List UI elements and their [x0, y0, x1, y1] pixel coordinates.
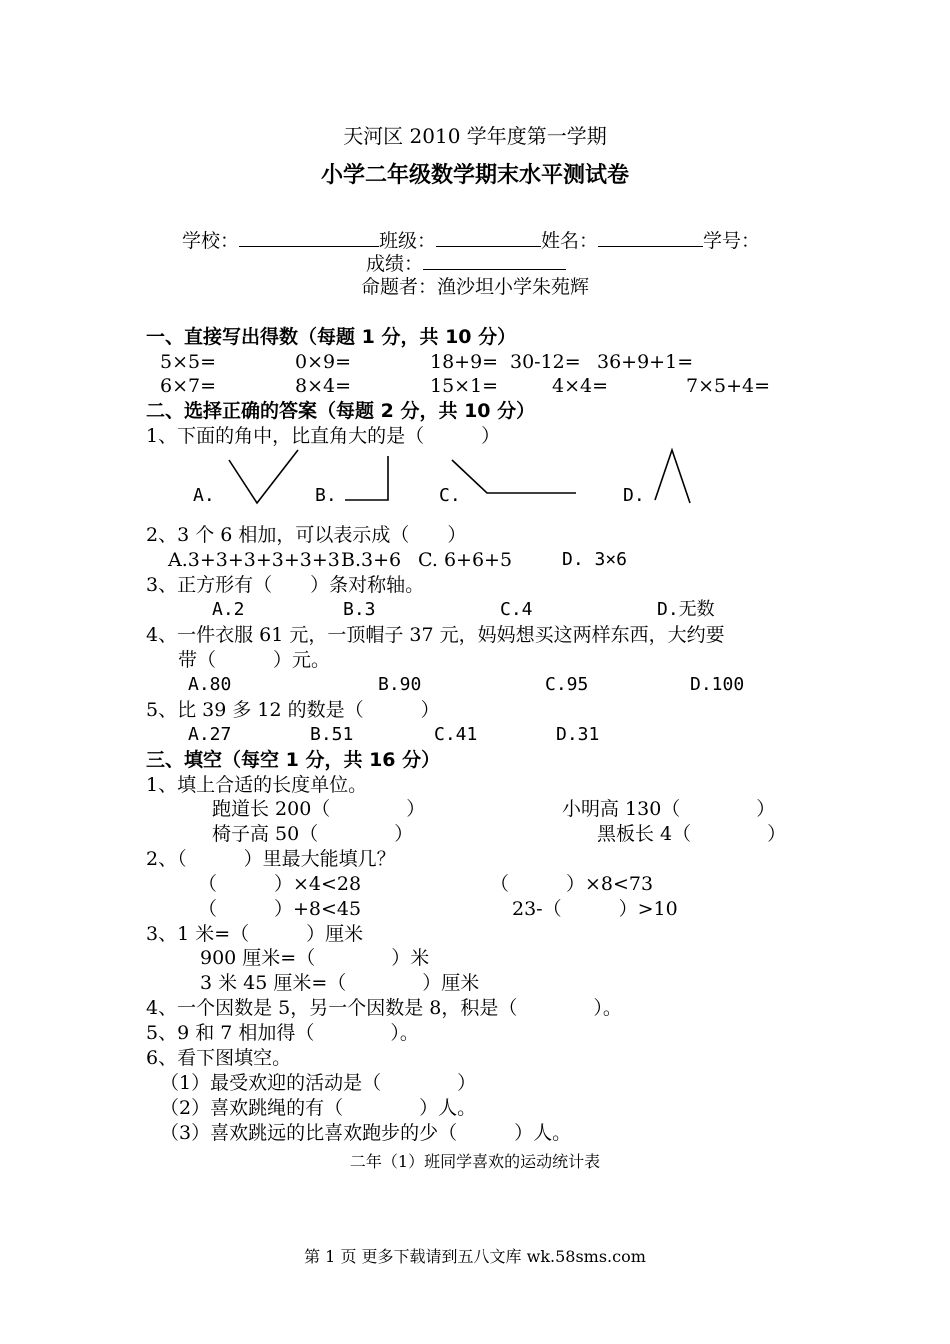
angle-a-label: A. — [193, 485, 215, 506]
section1-heading: 一、直接写出得数（每题 1 分，共 10 分） — [146, 326, 517, 348]
s2-q5: 5、比 39 多 12 的数是（ ） — [146, 699, 440, 721]
s2-q2-c: C. 6+6+5 — [418, 549, 513, 571]
angle-b — [345, 456, 388, 500]
class-label: 班级： — [379, 230, 437, 252]
score-label: 成绩： — [366, 253, 424, 275]
district-term-title: 天河区 2010 学年度第一学期 — [343, 124, 607, 148]
s2-q4-line1: 4、一件衣服 61 元，一顶帽子 37 元，妈妈想买这两样东西，大约要 — [146, 624, 725, 646]
exam-title: 小学二年级数学期末水平测试卷 — [320, 163, 629, 188]
s1-r1-c1: 5×5= — [160, 351, 217, 373]
s1-r1-c4: 30-12= — [510, 351, 581, 373]
s3-q5: 5、9 和 7 相加得（ ）。 — [146, 1022, 419, 1044]
s3-q1-item4: 黑板长 4（ ） — [597, 823, 787, 845]
angle-c-label: C. — [439, 485, 461, 506]
page-footer: 第 1 页 更多下载请到五八文库 wk.58sms.com — [304, 1247, 646, 1266]
angle-d-label: D. — [623, 485, 645, 506]
s2-q3-b: B.3 — [343, 599, 376, 620]
s3-q2-item4: 23-（ ）>10 — [512, 898, 678, 920]
s3-q2: 2、（ ）里最大能填几？ — [146, 848, 396, 870]
s2-q5-a: A.27 — [188, 724, 232, 745]
angle-d — [655, 450, 690, 503]
s3-q1-item2: 小明高 130（ ） — [562, 798, 776, 820]
section3-heading: 三、填空（每空 1 分，共 16 分） — [146, 749, 441, 771]
s1-r2-c4: 4×4= — [552, 375, 609, 397]
s2-q3: 3、正方形有（ ）条对称轴。 — [146, 574, 425, 596]
s2-q2-b: B.3+6 — [341, 549, 402, 571]
s3-q2-item3: （ ）+8<45 — [198, 898, 362, 920]
s3-q3-item2: 3 米 45 厘米=（ ）厘米 — [200, 972, 480, 994]
s2-q3-d: D.无数 — [657, 599, 715, 620]
s2-q1: 1、下面的角中，比直角大的是（ ） — [146, 425, 501, 447]
s3-q6: 6、看下图填空。 — [146, 1047, 292, 1069]
s1-r1-c3: 18+9= — [430, 351, 499, 373]
angle-a — [229, 450, 298, 503]
s2-q4-b: B.90 — [378, 674, 422, 695]
table-caption: 二年（1）班同学喜欢的运动统计表 — [349, 1152, 601, 1171]
s2-q5-b: B.51 — [310, 724, 354, 745]
s1-r2-c3: 15×1= — [430, 375, 499, 397]
s2-q5-c: C.41 — [434, 724, 478, 745]
s2-q4-a: A.80 — [188, 674, 232, 695]
s3-q3: 3、1 米=（ ）厘米 — [146, 923, 364, 945]
school-label: 学校： — [182, 230, 240, 252]
s3-q6-item1: （1）最受欢迎的活动是（ ） — [160, 1072, 477, 1094]
angle-c — [452, 460, 576, 493]
s2-q2-d: D. 3×6 — [562, 549, 628, 570]
angle-figures — [0, 0, 950, 520]
s1-r1-c2: 0×9= — [295, 351, 352, 373]
s1-r1-c5: 36+9+1= — [597, 351, 694, 373]
s3-q1: 1、填上合适的长度单位。 — [146, 774, 368, 796]
s2-q4-d: D.100 — [690, 674, 745, 695]
author-line: 命题者：渔沙坦小学朱苑辉 — [360, 276, 589, 298]
s2-q4-line2: 带（ ）元。 — [178, 649, 331, 671]
s2-q3-a: A.2 — [212, 599, 245, 620]
s2-q2-a: A.3+3+3+3+3+3 — [168, 549, 340, 571]
angle-b-label: B. — [315, 485, 337, 506]
s3-q1-item3: 椅子高 50（ ） — [212, 823, 414, 845]
section2-heading: 二、选择正确的答案（每题 2 分，共 10 分） — [146, 400, 536, 422]
s3-q2-item1: （ ）×4<28 — [198, 873, 362, 895]
s2-q5-d: D.31 — [556, 724, 600, 745]
s3-q4: 4、一个因数是 5，另一个因数是 8，积是（ ）。 — [146, 997, 622, 1019]
s1-r2-c5: 7×5+4= — [686, 375, 771, 397]
s1-r2-c2: 8×4= — [295, 375, 352, 397]
s2-q2: 2、3 个 6 相加，可以表示成（ ） — [146, 524, 467, 546]
s2-q3-c: C.4 — [500, 599, 533, 620]
s3-q6-item3: （3）喜欢跳远的比喜欢跑步的少（ ）人。 — [160, 1122, 572, 1144]
number-label: 学号： — [703, 230, 761, 252]
s3-q2-item2: （ ）×8<73 — [490, 873, 654, 895]
s3-q6-item2: （2）喜欢跳绳的有（ ）人。 — [160, 1097, 477, 1119]
s3-q1-item1: 跑道长 200（ ） — [212, 798, 426, 820]
s2-q4-c: C.95 — [545, 674, 589, 695]
name-label: 姓名： — [541, 230, 599, 252]
s3-q3-item1: 900 厘米=（ ）米 — [200, 947, 430, 969]
s1-r2-c1: 6×7= — [160, 375, 217, 397]
